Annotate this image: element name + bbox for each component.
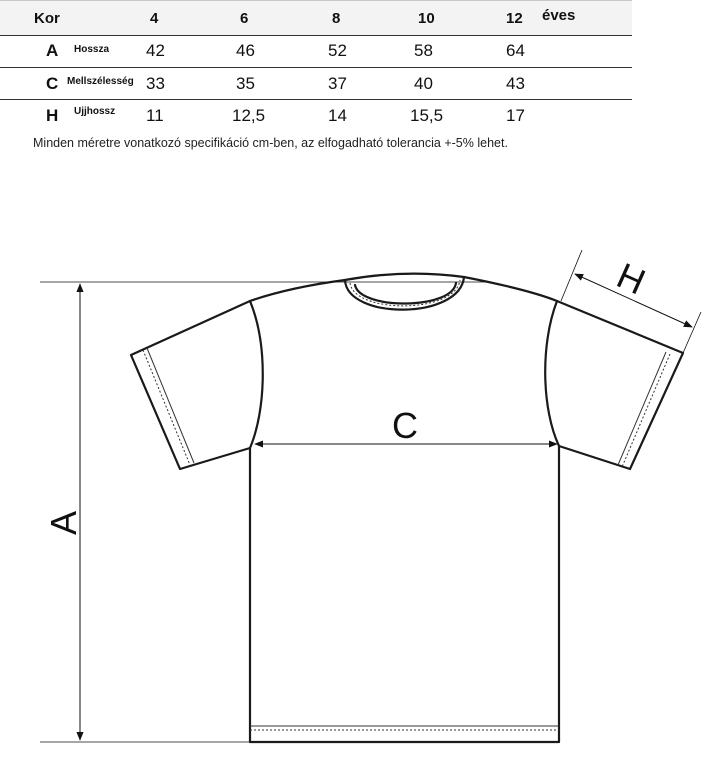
table-cell: 11 [146,106,164,125]
table-cell: 12,5 [232,106,266,125]
size-header-8: 8 [332,10,341,27]
table-cell: 14 [328,106,347,125]
table-cell: 43 [506,74,525,93]
table-cell: 40 [414,74,433,93]
row-letter-c: C [46,74,59,93]
tolerance-note: Minden méretre vonatkozó specifikáció cm-ben, az elfogadható tolerancia +-5% lehet. [33,136,508,150]
table-cell: 17 [506,106,525,125]
table-cell: 35 [236,74,255,93]
tshirt-outline [131,274,683,742]
dimension-label-length: A [43,510,84,536]
age-unit-label: éves [542,7,576,24]
table-cell: 58 [414,41,433,60]
size-header-12: 12 [506,10,523,27]
table-cell: 37 [328,74,347,93]
table-cell: 42 [146,41,165,60]
size-header-6: 6 [240,10,249,27]
table-cell: 15,5 [410,106,444,125]
size-header-4: 4 [150,10,159,27]
row-label-length: Hossza [74,44,110,55]
row-label-chest: Mellszélesség [67,76,134,87]
age-header-label: Kor [34,10,60,27]
size-header-10: 10 [418,10,435,27]
row-letter-a: A [46,41,59,60]
table-cell: 33 [146,74,165,93]
dimension-label-sleeve: H [610,254,652,303]
table-cell: 64 [506,41,525,60]
row-letter-h: H [46,106,59,125]
dimension-label-chest: C [392,405,418,446]
table-cell: 52 [328,41,347,60]
table-cell: 46 [236,41,255,60]
row-label-sleeve: Ujjhossz [74,106,116,117]
